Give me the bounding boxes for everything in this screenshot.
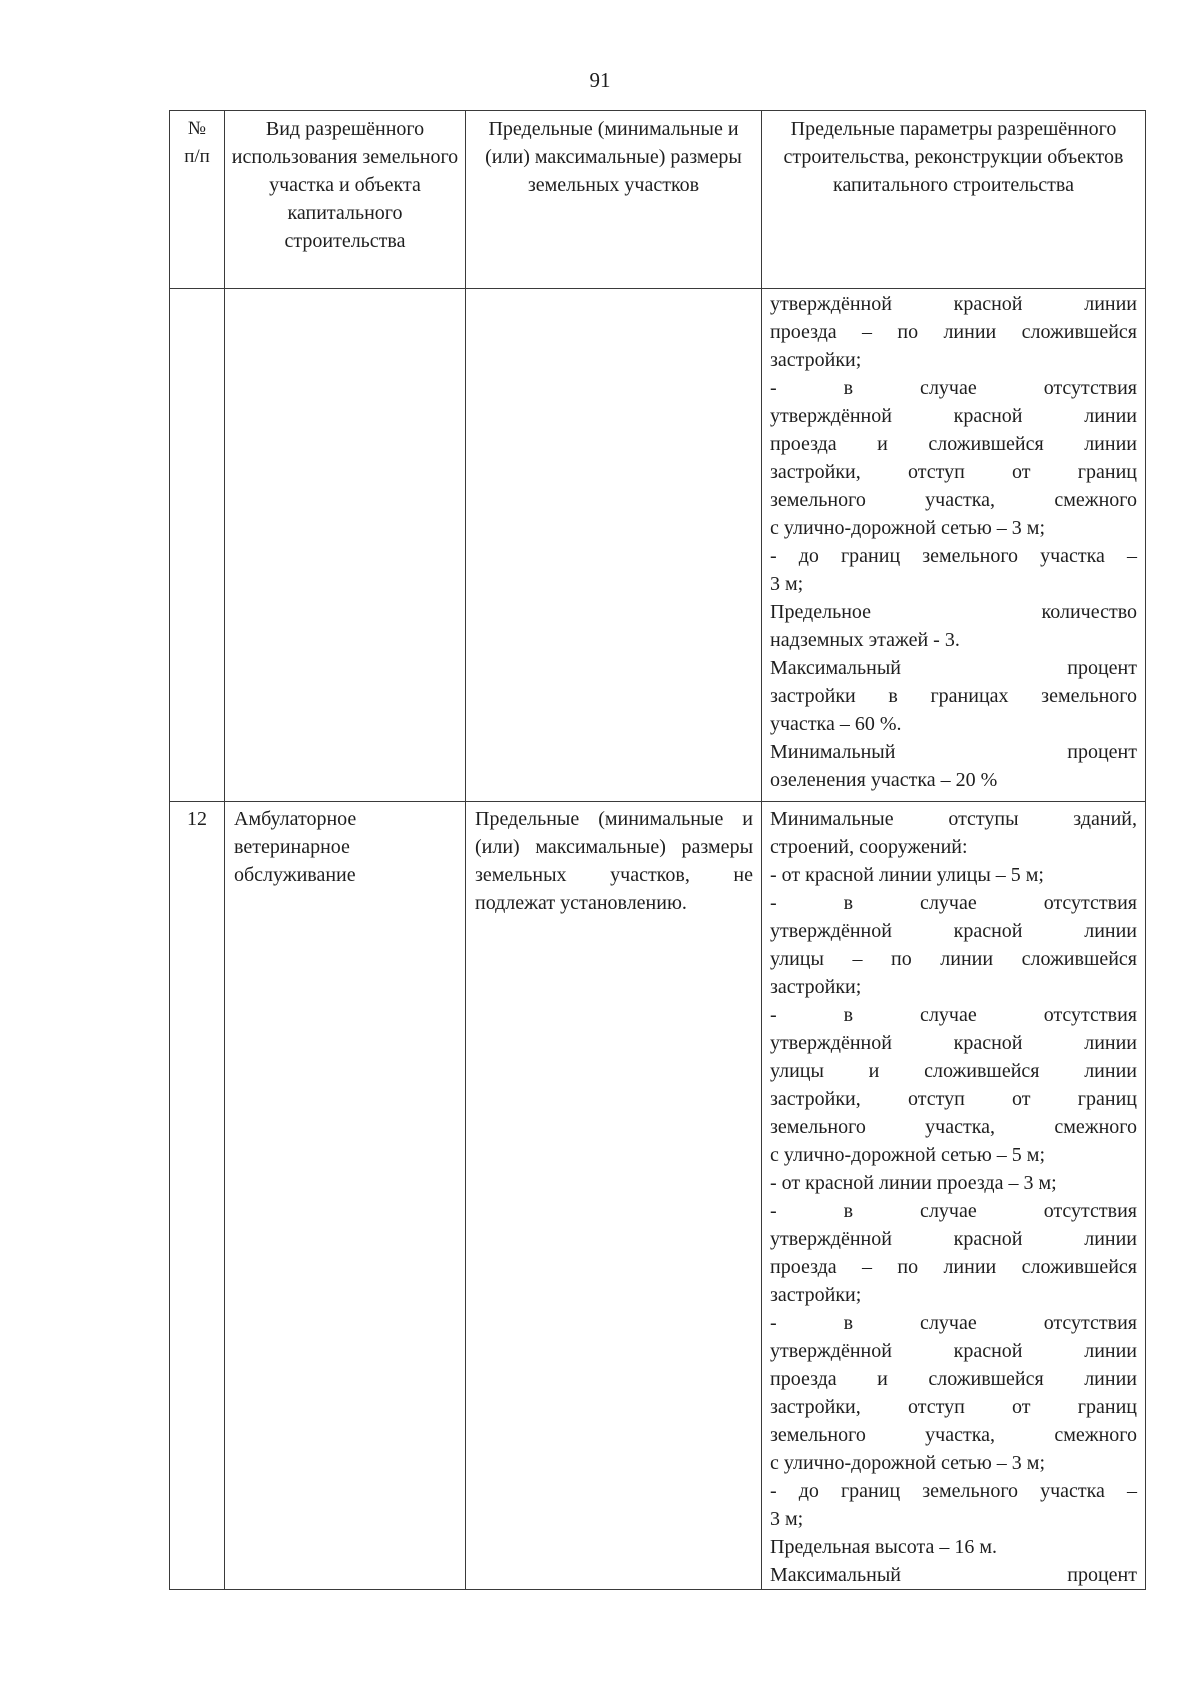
plot-size-cell	[466, 289, 762, 802]
table-row	[170, 289, 1146, 802]
param-line: застройки, отступ от границ	[770, 1088, 1137, 1110]
header-number	[170, 111, 225, 289]
param-line: строений, сооружений:	[770, 836, 968, 858]
param-line: проезда – по линии сложившейся	[770, 1256, 1137, 1278]
param-line: проезда – по линии сложившейся	[770, 321, 1137, 343]
param-line: утверждённой красной линии	[770, 293, 1137, 315]
param-line: проезда и сложившейся линии	[770, 1368, 1137, 1390]
table-header-row	[170, 111, 1146, 289]
param-line: - до границ земельного участка –	[770, 1480, 1137, 1502]
param-line: утверждённой красной линии	[770, 1032, 1137, 1054]
permitted-use-cell	[225, 289, 466, 802]
param-line: утверждённой красной линии	[770, 1340, 1137, 1362]
param-line: с улично-дорожной сетью – 5 м;	[770, 1144, 1046, 1166]
param-line: застройки;	[770, 1284, 862, 1306]
param-line: утверждённой красной линии	[770, 1228, 1137, 1250]
header-number-symbol: №	[187, 118, 207, 139]
row-number-cell: 12	[170, 802, 225, 1590]
header-plot-size-limits: Предельные (минимальные и (или) максимальные) размеры земельных участков	[466, 111, 762, 289]
param-line: Минимальные отступы зданий,	[770, 808, 1137, 830]
param-line: утверждённой красной линии	[770, 405, 1137, 427]
param-line: земельного участка, смежного	[770, 489, 1137, 511]
param-line: 3 м;	[770, 1508, 804, 1530]
construction-parameters-cell	[762, 289, 1146, 802]
param-line: Предельное количество	[770, 601, 1137, 623]
plot-size-cell: Предельные (минимальные и (или) максимальные) размеры земельных участков, не подлежат установлению.	[466, 802, 762, 1590]
param-line: земельного участка, смежного	[770, 1424, 1137, 1446]
param-line: застройки в границах земельного	[770, 685, 1137, 707]
page-number: 91	[589, 68, 611, 92]
param-line: Максимальный процент	[770, 657, 1137, 679]
param-line: застройки;	[770, 976, 862, 998]
param-line: с улично-дорожной сетью – 3 м;	[770, 1452, 1046, 1474]
header-construction-parameters: Предельные параметры разрешённого строительства, реконструкции объектов капитального строительства	[762, 111, 1146, 289]
param-line: Предельная высота – 16 м.	[770, 1536, 998, 1558]
permitted-use-cell: Амбулаторное ветеринарное обслуживание	[225, 802, 466, 1590]
param-line: застройки, отступ от границ	[770, 1396, 1137, 1418]
param-line: участка – 60 %.	[770, 713, 902, 735]
param-line: - от красной линии улицы – 5 м;	[770, 864, 1044, 886]
param-line: - в случае отсутствия	[770, 1312, 1137, 1334]
param-line: надземных этажей - 3.	[770, 629, 960, 651]
param-line: застройки;	[770, 349, 862, 371]
param-line: с улично-дорожной сетью – 3 м;	[770, 517, 1046, 539]
param-line: утверждённой красной линии	[770, 920, 1137, 942]
param-line: проезда и сложившейся линии	[770, 433, 1137, 455]
header-number-label: п/п	[184, 146, 210, 167]
param-line: земельного участка, смежного	[770, 1116, 1137, 1138]
param-line: - в случае отсутствия	[770, 892, 1137, 914]
param-line: застройки, отступ от границ	[770, 461, 1137, 483]
param-line: - в случае отсутствия	[770, 1200, 1137, 1222]
param-line: - в случае отсутствия	[770, 1004, 1137, 1026]
row-number-cell	[170, 289, 225, 802]
table-row	[170, 802, 1146, 1590]
param-line: - до границ земельного участка –	[770, 545, 1137, 567]
param-line: - от красной линии проезда – 3 м;	[770, 1172, 1057, 1194]
param-line: - в случае отсутствия	[770, 377, 1137, 399]
param-line: 3 м;	[770, 573, 804, 595]
param-line: улицы и сложившейся линии	[770, 1060, 1137, 1082]
land-use-regulations-table	[169, 110, 1146, 1590]
param-line: улицы – по линии сложившейся	[770, 948, 1137, 970]
construction-parameters-cell	[762, 802, 1146, 1590]
param-line: озеленения участка – 20 %	[770, 769, 998, 791]
header-permitted-use: Вид разрешённого использования земельного участка и объекта капитального строительства	[225, 111, 466, 289]
param-line: Минимальный процент	[770, 741, 1137, 763]
param-line: Максимальный процент	[770, 1564, 1137, 1586]
